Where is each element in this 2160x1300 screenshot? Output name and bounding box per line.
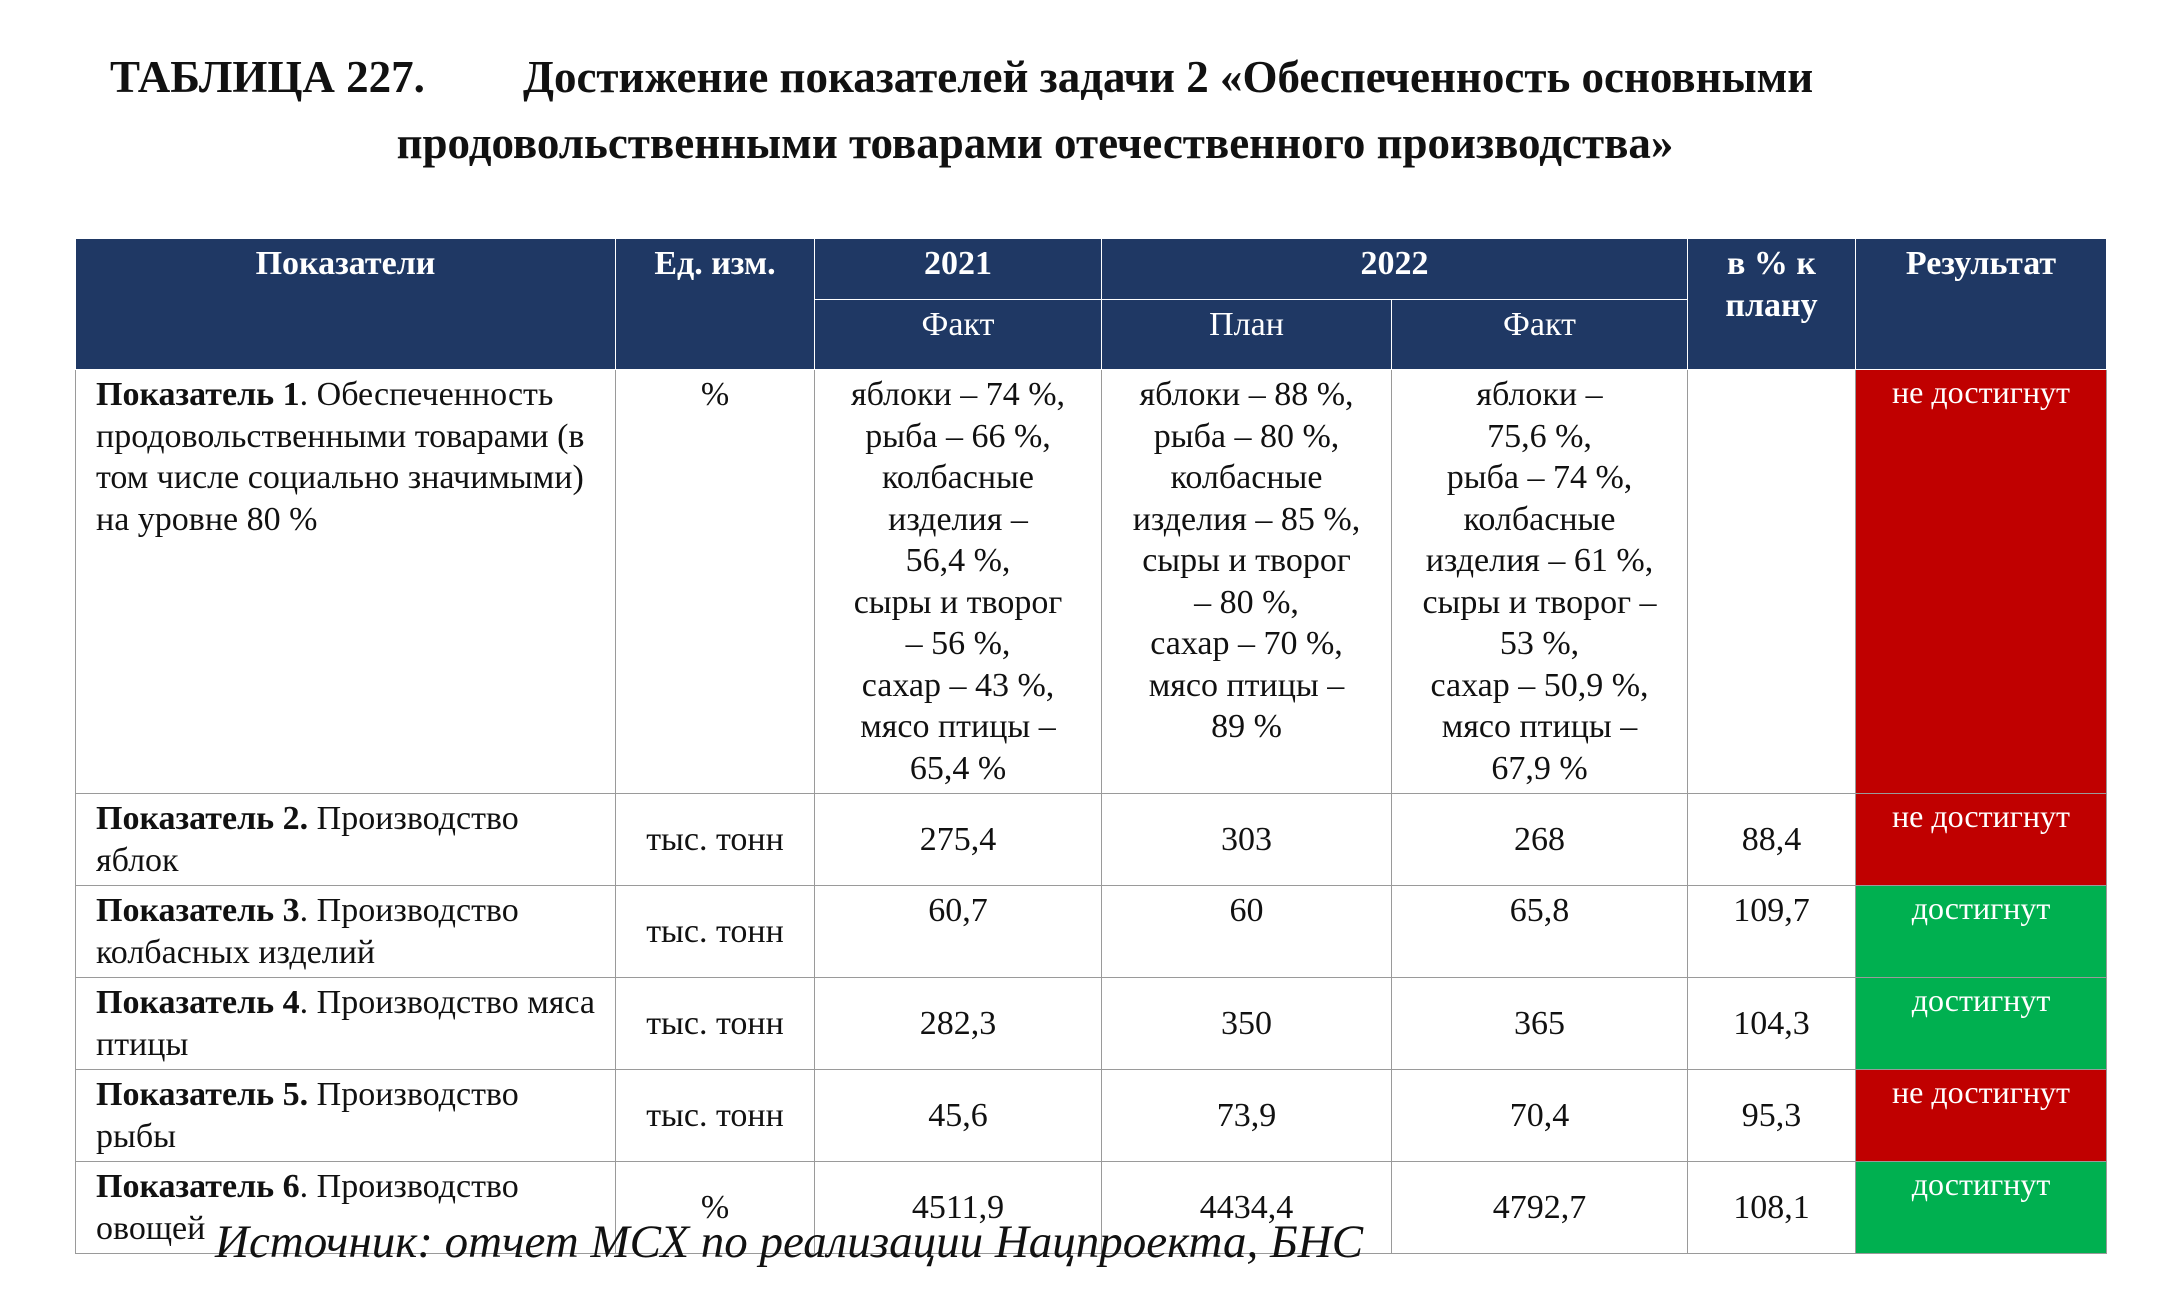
cell-line: 56,4 %,	[905, 542, 1011, 579]
indicator-cell	[76, 886, 616, 978]
cell-line: колбасные	[1463, 500, 1616, 538]
indicator-label-rest: Производство яблок	[96, 800, 519, 879]
cell-line: сыры и творог	[1142, 542, 1351, 579]
unit-cell: тыс. тонн	[616, 1070, 815, 1162]
cell-line: сахар – 43 %,	[861, 666, 1055, 704]
indicator-label-rest: . Обеспеченность продовольственными товарами (в том числе социально значимыми) на уровне 80 %	[96, 376, 585, 538]
cell-line: 53 %,	[1499, 625, 1580, 662]
cell-line: рыба – 74 %,	[1446, 459, 1633, 496]
fact-2021-cell: 275,4	[815, 794, 1102, 886]
cell-line: сыры и творог –	[1422, 583, 1657, 621]
title-line-2: продовольственными товарами отечественного производства»	[396, 118, 1674, 168]
indicator-label-bold: Показатель 3	[96, 892, 300, 929]
fact-2022-cell: 65,8	[1392, 886, 1688, 978]
unit-cell: тыс. тонн	[616, 978, 815, 1070]
indicator-label-bold: Показатель 4	[96, 984, 300, 1021]
indicator-cell	[76, 794, 616, 886]
indicator-cell	[76, 978, 616, 1070]
fact-2021-cell	[815, 370, 1102, 794]
plan-2022-cell: 350	[1102, 978, 1392, 1070]
result-badge: не достигнут	[1856, 794, 2107, 886]
fact-2022-cell: 365	[1392, 978, 1688, 1070]
fact-2021-cell: 282,3	[815, 978, 1102, 1070]
plan-2022-cell: 60	[1102, 886, 1392, 978]
plan-2022-cell: 4434,4	[1102, 1162, 1392, 1254]
cell-line: изделия – 85 %,	[1132, 500, 1361, 538]
cell-line: мясо птицы –	[1441, 708, 1638, 745]
cell-line: яблоки – 74 %,	[850, 376, 1066, 413]
fact-2021-cell: 45,6	[815, 1070, 1102, 1162]
table-number: ТАБЛИЦА 227.	[110, 52, 425, 102]
title-line-1	[110, 44, 2050, 110]
header-indicators: Показатели	[76, 239, 616, 370]
table-body	[76, 370, 2107, 1254]
indicator-label-bold: Показатель 1	[96, 376, 300, 413]
table-row	[76, 978, 2107, 1070]
indicator-label-bold: Показатель 6	[96, 1168, 300, 1205]
result-badge: не достигнут	[1856, 370, 2107, 794]
indicator-label-rest: . Производство мяса птицы	[96, 984, 595, 1063]
unit-cell: %	[616, 370, 815, 794]
cell-line: изделия – 61 %,	[1425, 542, 1654, 579]
cell-line: сахар – 70 %,	[1150, 625, 1343, 662]
pct-plan-cell: 88,4	[1688, 794, 1856, 886]
unit-cell: тыс. тонн	[616, 886, 815, 978]
cell-line: мясо птицы –	[860, 708, 1056, 745]
cell-line: сыры и творог	[853, 583, 1063, 621]
header-2021: 2021	[815, 239, 1102, 300]
result-badge: достигнут	[1856, 978, 2107, 1070]
indicator-cell	[76, 370, 616, 794]
indicator-cell	[76, 1070, 616, 1162]
header-unit: Ед. изм.	[616, 239, 815, 370]
cell-line: 89 %	[1211, 708, 1282, 745]
table-header	[76, 239, 2107, 370]
cell-line: рыба – 66 %,	[865, 417, 1051, 455]
header-result: Результат	[1856, 239, 2107, 370]
fact-2022-cell	[1392, 370, 1688, 794]
pct-plan-cell: 109,7	[1688, 886, 1856, 978]
cell-line: 75,6 %,	[1487, 417, 1592, 455]
result-badge: не достигнут	[1856, 1070, 2107, 1162]
pct-plan-cell	[1688, 370, 1856, 794]
cell-line: мясо птицы –	[1148, 666, 1345, 704]
header-plan-2022: План	[1102, 300, 1392, 370]
fact-2021-cell: 60,7	[815, 886, 1102, 978]
cell-line: изделия –	[888, 500, 1028, 538]
cell-line: рыба – 80 %,	[1153, 417, 1340, 455]
indicator-label-bold: Показатель 2.	[96, 800, 309, 837]
fact-2021-cell: 4511,9	[815, 1162, 1102, 1254]
pct-plan-cell: 104,3	[1688, 978, 1856, 1070]
fact-2022-cell: 70,4	[1392, 1070, 1688, 1162]
pct-plan-cell: 108,1	[1688, 1162, 1856, 1254]
header-fact-2022: Факт	[1392, 300, 1688, 370]
header-2022: 2022	[1102, 239, 1688, 300]
result-badge: достигнут	[1856, 886, 2107, 978]
plan-2022-cell: 73,9	[1102, 1070, 1392, 1162]
cell-line: колбасные	[1170, 459, 1323, 496]
table-row	[76, 886, 2107, 978]
pct-plan-cell: 95,3	[1688, 1070, 1856, 1162]
cell-line: сахар – 50,9 %,	[1430, 666, 1649, 704]
indicator-label-rest: . Производство колбасных изделий	[96, 892, 519, 971]
title-text-1: Достижение показателей задачи 2 «Обеспеченность основными	[523, 52, 1814, 102]
indicator-label-bold: Показатель 5.	[96, 1076, 309, 1113]
cell-line: колбасные	[882, 459, 1034, 496]
cell-line: – 56 %,	[905, 625, 1011, 662]
cell-line: 65,4 %	[909, 749, 1007, 787]
fact-2022-cell: 268	[1392, 794, 1688, 886]
header-fact-2021: Факт	[815, 300, 1102, 370]
indicator-label-rest: Производство рыбы	[96, 1076, 519, 1155]
unit-cell: тыс. тонн	[616, 794, 815, 886]
table-row	[76, 794, 2107, 886]
indicator-label-rest: . Производство овощей	[96, 1168, 519, 1247]
header-pct-plan: в % к плану	[1688, 239, 1856, 370]
table-row	[76, 370, 2107, 794]
unit-cell: %	[616, 1162, 815, 1254]
table-row	[76, 1070, 2107, 1162]
source-note: Источник: отчет МСХ по реализации Нацпроекта, БНС	[215, 1216, 1364, 1268]
result-badge: достигнут	[1856, 1162, 2107, 1254]
cell-line: 67,9 %	[1491, 749, 1588, 787]
cell-line: яблоки – 88 %,	[1139, 376, 1354, 413]
cell-line: – 80 %,	[1194, 583, 1299, 621]
indicators-table	[75, 238, 2107, 1254]
fact-2022-cell: 4792,7	[1392, 1162, 1688, 1254]
plan-2022-cell: 303	[1102, 794, 1392, 886]
cell-line: яблоки –	[1476, 376, 1603, 413]
table-title	[110, 44, 2050, 176]
plan-2022-cell	[1102, 370, 1392, 794]
